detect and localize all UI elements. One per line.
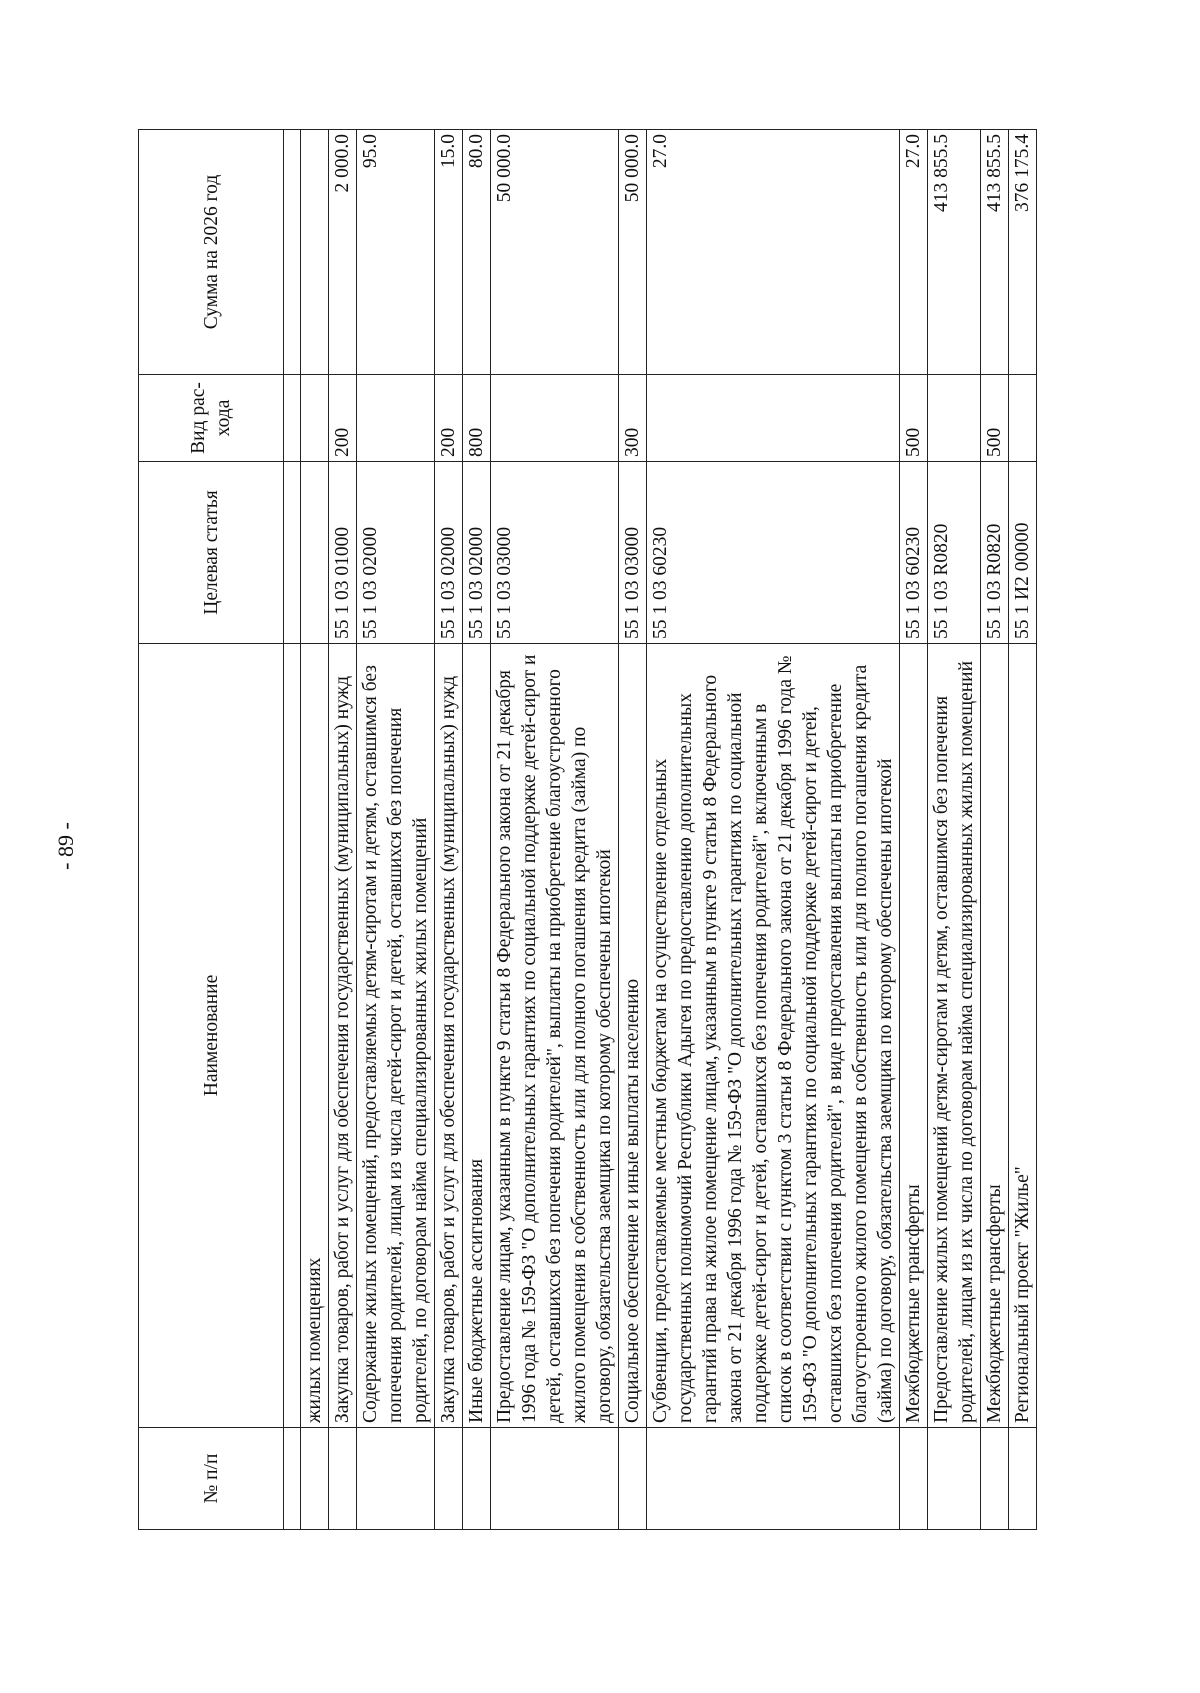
col-header-target: Целевая статья xyxy=(139,462,284,644)
table-row xyxy=(981,130,1009,1530)
cell-target: 55 1 03 R0820 xyxy=(928,462,981,644)
cell-name: Межбюджетные трансферты xyxy=(900,644,928,1428)
cell-sum: 413 855.5 xyxy=(981,130,1009,375)
cell-name: Региональный проект "Жилье" xyxy=(1009,644,1037,1428)
cell-kind: 200 xyxy=(329,375,357,462)
cell-kind xyxy=(647,375,900,462)
cell-num xyxy=(647,1428,900,1530)
cell-sum: 95.0 xyxy=(357,130,435,375)
cell-target: 55 1 03 02000 xyxy=(435,462,463,644)
table-row xyxy=(900,130,928,1530)
cell-name: Закупка товаров, работ и услуг для обеспечения государственных (муниципальных) нужд xyxy=(435,644,463,1428)
cell-kind: 800 xyxy=(463,375,491,462)
cell-kind xyxy=(928,375,981,462)
table-row xyxy=(619,130,647,1530)
table-header-row xyxy=(139,130,284,1530)
cell-sum: 27.0 xyxy=(647,130,900,375)
cell-num xyxy=(928,1428,981,1530)
cell-sum: 50 000.0 xyxy=(619,130,647,375)
cell-name: жилых помещениях xyxy=(301,644,329,1428)
table-row xyxy=(928,130,981,1530)
cell-num xyxy=(900,1428,928,1530)
cell-sum: 15.0 xyxy=(435,130,463,375)
cell-kind: 500 xyxy=(900,375,928,462)
cell-kind xyxy=(1009,375,1037,462)
cell-target: 55 1 03 R0820 xyxy=(981,462,1009,644)
cell-name: Содержание жилых помещений, предоставляемых детям-сиротам и детям, оставшимся без попечения родителей, лицам из числа детей-сирот и детей, оставшихся без попечения родителей, по договорам найма специализированных жилых помещений xyxy=(357,644,435,1428)
budget-table xyxy=(138,129,1037,1530)
cell-num xyxy=(329,1428,357,1530)
col-header-name: Наименование xyxy=(139,644,284,1428)
cell-num xyxy=(463,1428,491,1530)
table-row xyxy=(357,130,435,1530)
table-row xyxy=(647,130,900,1530)
cell-kind xyxy=(491,375,619,462)
cell-sum: 376 175.4 xyxy=(1009,130,1037,375)
cell-kind xyxy=(357,375,435,462)
cell-kind: 300 xyxy=(619,375,647,462)
cell-target: 55 1 03 03000 xyxy=(491,462,619,644)
col-header-kind: Вид рас-хода xyxy=(139,375,284,462)
cell-target: 55 1 03 01000 xyxy=(329,462,357,644)
table-row xyxy=(329,130,357,1530)
cell-kind: 500 xyxy=(981,375,1009,462)
cell-num xyxy=(435,1428,463,1530)
table-row xyxy=(301,130,329,1530)
cell-num xyxy=(357,1428,435,1530)
cell-name: Межбюджетные трансферты xyxy=(981,644,1009,1428)
cell-sum: 50 000.0 xyxy=(491,130,619,375)
cell-name: Социальное обеспечение и иные выплаты населению xyxy=(619,644,647,1428)
cell-num xyxy=(619,1428,647,1530)
cell-name: Иные бюджетные ассигнования xyxy=(463,644,491,1428)
rotated-table-container xyxy=(138,130,1068,1530)
cell-target: 55 1 И2 00000 xyxy=(1009,462,1037,644)
cell-name: Предоставление жилых помещений детям-сиротам и детям, оставшимся без попечения родителей, лицам из их числа по договорам найма специализированных жилых помещений xyxy=(928,644,981,1428)
cell-num xyxy=(491,1428,619,1530)
cell-sum: 413 855.5 xyxy=(928,130,981,375)
cell-num xyxy=(301,1428,329,1530)
cell-sum: 80.0 xyxy=(463,130,491,375)
cell-target: 55 1 03 02000 xyxy=(357,462,435,644)
cell-target: 55 1 03 02000 xyxy=(463,462,491,644)
table-body xyxy=(284,130,1037,1530)
cell-kind xyxy=(301,375,329,462)
cell-target xyxy=(301,462,329,644)
cell-target: 55 1 03 03000 xyxy=(619,462,647,644)
cell-sum: 27.0 xyxy=(900,130,928,375)
cell-name: Предоставление лицам, указанным в пункте 9 статьи 8 Федерального закона от 21 декабря 1996 года № 159-ФЗ "О дополнительных гарантиях по социальной поддержке детей-сирот и детей, оставшихся без попечения родителей", выплаты на приобретение благоустроенного жилого помещения в собственность или для полного погашения кредита (займа) по договору, обязательства заемщика по которому обеспечены ипотекой xyxy=(491,644,619,1428)
cell-target: 55 1 03 60230 xyxy=(647,462,900,644)
table-row xyxy=(463,130,491,1530)
cell-name: Субвенции, предоставляемые местным бюджетам на осуществление отдельных государственных полномочий Республики Адыгея по предоставлению дополнительных гарантий права на жилое помещение лицам, указанным в пункте 9 статьи 8 Федерального закона от 21 декабря 1996 года № 159-ФЗ "О дополнительных гарантиях по социальной поддержке детей-сирот и детей, оставшихся без попечения родителей", включенным в список в соответствии с пунктом 3 статьи 8 Федерального закона от 21 декабря 1996 года № 159-ФЗ "О дополнительных гарантиях по социальной поддержке детей-сирот и детей, оставшихся без попечения родителей", в виде предоставления выплаты на приобретение благоустроенного жилого помещения в собственность или для полного погашения кредита (займа) по договору, обязательства заемщика по которому обеспечены ипотекой xyxy=(647,644,900,1428)
table-row xyxy=(491,130,619,1530)
cell-num xyxy=(981,1428,1009,1530)
cell-target: 55 1 03 60230 xyxy=(900,462,928,644)
col-header-num: № п/п xyxy=(139,1428,284,1530)
page-number: - 89 - xyxy=(53,822,78,870)
col-header-sum: Сумма на 2026 год xyxy=(139,130,284,375)
cell-sum: 2 000.0 xyxy=(329,130,357,375)
table-row xyxy=(1009,130,1037,1530)
cell-kind: 200 xyxy=(435,375,463,462)
cell-num xyxy=(1009,1428,1037,1530)
table-row xyxy=(435,130,463,1530)
table-row-spacer xyxy=(284,130,301,1530)
cell-name: Закупка товаров, работ и услуг для обеспечения государственных (муниципальных) нужд xyxy=(329,644,357,1428)
cell-sum xyxy=(301,130,329,375)
